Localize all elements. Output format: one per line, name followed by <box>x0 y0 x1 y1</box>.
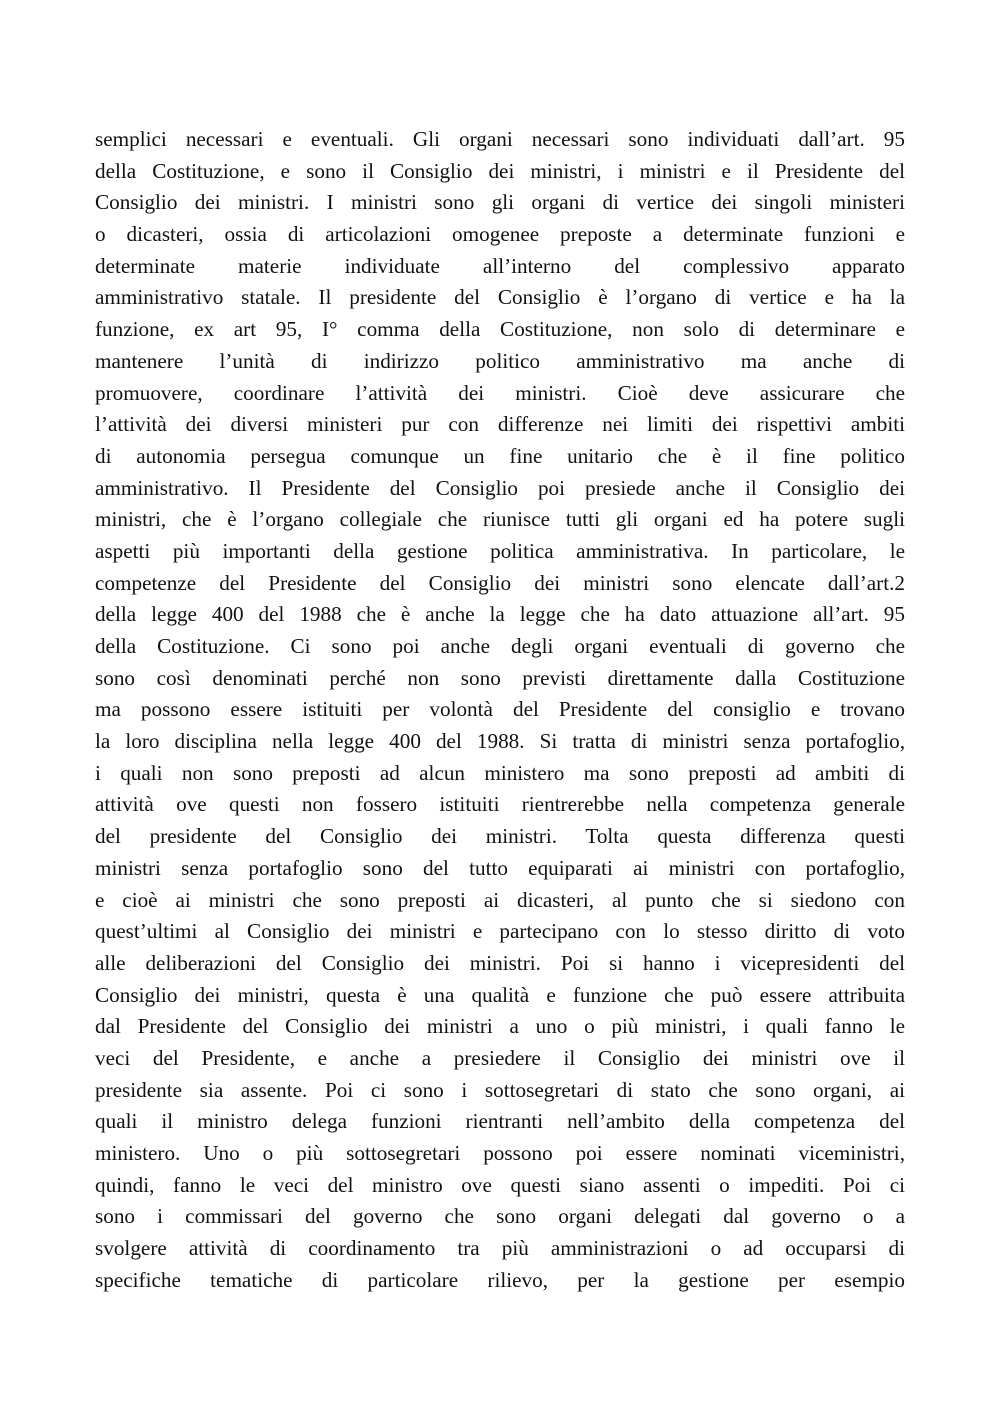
text-line: veci del Presidente, e anche a presiedere il Consiglio dei ministri ove il <box>95 1045 905 1070</box>
text-line: competenze del Presidente del Consiglio dei ministri sono elencate dall’art.2 <box>95 570 905 595</box>
text-line: quest’ultimi al Consiglio dei ministri e partecipano con lo stesso diritto di voto <box>95 919 905 944</box>
text-line: l’attività dei diversi ministeri pur con differenze nei limiti dei rispettivi ambiti <box>95 412 905 437</box>
text-line: determinate materie individuate all’interno del complessivo apparato <box>95 253 905 278</box>
text-line: Consiglio dei ministri, questa è una qualità e funzione che può essere attribuita <box>95 982 905 1007</box>
text-line: Consiglio dei ministri. I ministri sono gli organi di vertice dei singoli ministeri <box>95 190 905 215</box>
text-line: dal Presidente del Consiglio dei ministri a uno o più ministri, i quali fanno le <box>95 1014 905 1039</box>
text-line: sono così denominati perché non sono previsti direttamente dalla Costituzione <box>95 665 905 690</box>
text-line: quindi, fanno le veci del ministro ove questi siano assenti o impediti. Poi ci <box>95 1172 905 1197</box>
text-line: di autonomia persegua comunque un fine unitario che è il fine politico <box>95 443 905 468</box>
text-line: o dicasteri, ossia di articolazioni omogenee preposte a determinate funzioni e <box>95 222 905 247</box>
body-text <box>95 124 905 1296</box>
text-line: ministri, che è l’organo collegiale che riunisce tutti gli organi ed ha potere sugli <box>95 507 905 532</box>
text-line: alle deliberazioni del Consiglio dei ministri. Poi si hanno i vicepresidenti del <box>95 950 905 975</box>
text-line: ministri senza portafoglio sono del tutto equiparati ai ministri con portafoglio, <box>95 855 905 880</box>
text-line: della Costituzione. Ci sono poi anche degli organi eventuali di governo che <box>95 634 905 658</box>
text-line: specifiche tematiche di particolare rilievo, per la gestione per esempio <box>95 1267 905 1292</box>
text-line: sono i commissari del governo che sono organi delegati dal governo o a <box>95 1204 905 1229</box>
text-line: amministrativo statale. Il presidente del Consiglio è l’organo di vertice e ha la <box>95 285 905 310</box>
text-line: amministrativo. Il Presidente del Consiglio poi presiede anche il Consiglio dei <box>95 475 905 500</box>
text-line: della Costituzione, e sono il Consiglio dei ministri, i ministri e il Presidente del <box>95 158 905 183</box>
text-line: della legge 400 del 1988 che è anche la legge che ha dato attuazione all’art. 95 <box>95 602 905 627</box>
text-line: funzione, ex art 95, I° comma della Costituzione, non solo di determinare e <box>95 317 905 342</box>
text-line: quali il ministro delega funzioni rientranti nell’ambito della competenza del <box>95 1109 905 1134</box>
text-line: presidente sia assente. Poi ci sono i sottosegretari di stato che sono organi, ai <box>95 1077 905 1102</box>
text-line: e cioè ai ministri che sono preposti ai dicasteri, al punto che si siedono con <box>95 887 905 912</box>
text-line: aspetti più importanti della gestione politica amministrativa. In particolare, le <box>95 538 905 563</box>
text-line: del presidente del Consiglio dei ministri. Tolta questa differenza questi <box>95 824 905 849</box>
text-line: promuovere, coordinare l’attività dei ministri. Cioè deve assicurare che <box>95 380 905 405</box>
text-line: la loro disciplina nella legge 400 del 1988. Si tratta di ministri senza portafoglio, <box>95 729 905 754</box>
text-line: mantenere l’unità di indirizzo politico amministrativo ma anche di <box>95 348 905 373</box>
text-line: ma possono essere istituiti per volontà del Presidente del consiglio e trovano <box>95 697 905 722</box>
text-line: ministero. Uno o più sottosegretari possono poi essere nominati viceministri, <box>95 1141 905 1165</box>
text-line: attività ove questi non fossero istituiti rientrerebbe nella competenza generale <box>95 792 905 817</box>
text-line: svolgere attività di coordinamento tra più amministrazioni o ad occuparsi di <box>95 1236 905 1261</box>
text-line: i quali non sono preposti ad alcun ministero ma sono preposti ad ambiti di <box>95 760 905 785</box>
text-line: semplici necessari e eventuali. Gli organi necessari sono individuati dall’art. 95 <box>95 127 905 151</box>
